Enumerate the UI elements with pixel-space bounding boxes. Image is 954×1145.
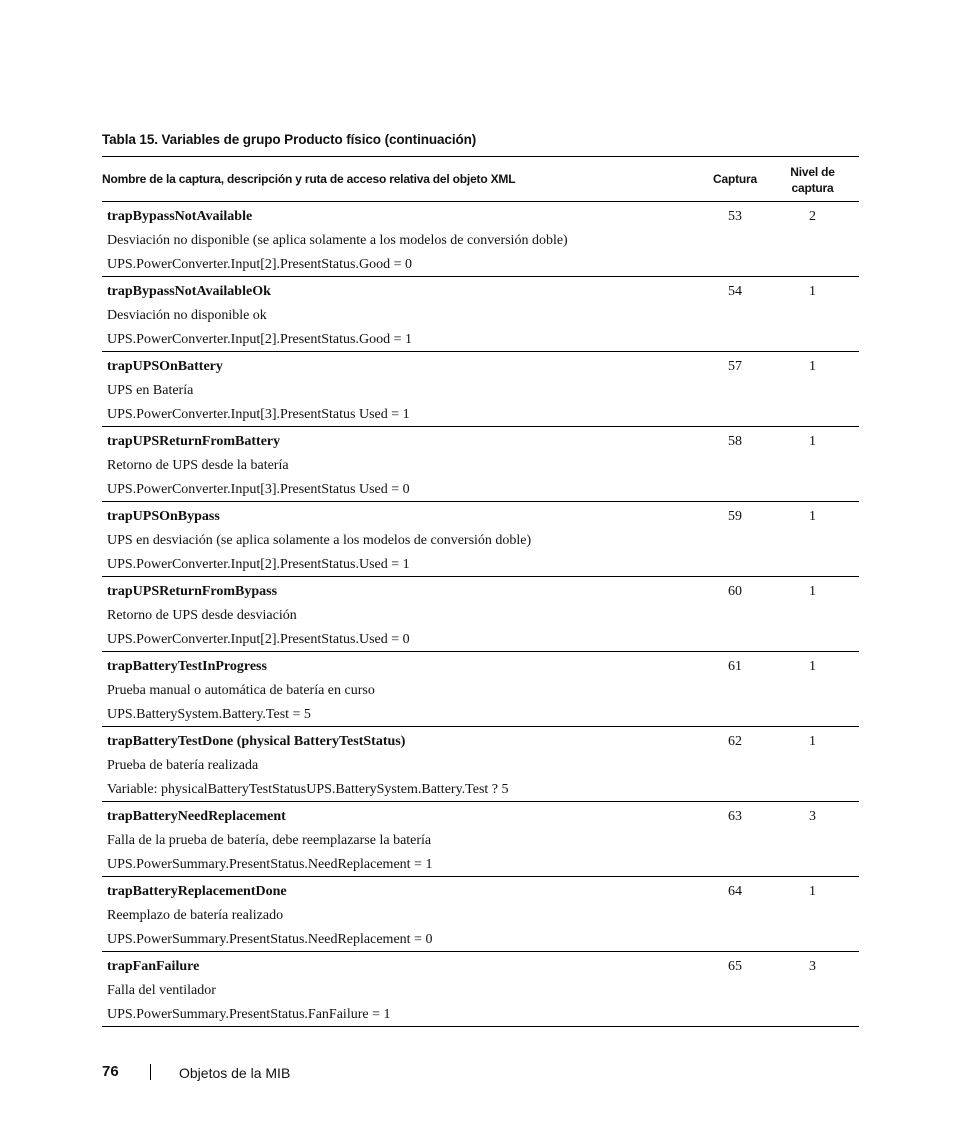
trap-name: trapBatteryTestInProgress — [107, 659, 267, 674]
nivel-value: 1 — [809, 659, 816, 674]
trap-description: UPS en Batería — [107, 383, 194, 398]
trap-name: trapUPSReturnFromBypass — [107, 584, 278, 599]
trap-cell — [107, 655, 375, 727]
header-nivel — [774, 164, 851, 196]
trap-object-path: UPS.PowerConverter.Input[3].PresentStatus Used = 0 — [107, 482, 410, 497]
trap-name: trapBypassNotAvailable — [107, 209, 253, 224]
trap-cell — [107, 580, 410, 652]
trap-cell — [107, 880, 432, 952]
trap-description: Desviación no disponible (se aplica solamente a los modelos de conversión doble) — [107, 233, 568, 248]
footer-separator — [150, 1064, 151, 1080]
captura-value: 57 — [728, 359, 742, 374]
table-row — [102, 427, 859, 502]
captura-value: 58 — [728, 434, 742, 449]
trap-object-path: UPS.PowerConverter.Input[2].PresentStatus.Used = 1 — [107, 557, 410, 572]
table-row — [102, 577, 859, 652]
table-row — [102, 952, 859, 1026]
nivel-value: 3 — [809, 959, 816, 974]
captura-value: 59 — [728, 509, 742, 524]
nivel-value: 1 — [809, 509, 816, 524]
trap-name: trapUPSReturnFromBattery — [107, 434, 281, 449]
trap-cell — [107, 355, 410, 427]
trap-cell — [107, 205, 568, 277]
trap-cell — [107, 955, 390, 1027]
nivel-value: 1 — [809, 359, 816, 374]
trap-description: Reemplazo de batería realizado — [107, 908, 284, 923]
trap-cell — [107, 430, 410, 502]
trap-object-path: UPS.PowerConverter.Input[3].PresentStatus Used = 1 — [107, 407, 410, 422]
table-row — [102, 202, 859, 277]
table-row — [102, 502, 859, 577]
trap-cell — [107, 805, 432, 877]
trap-object-path: Variable: physicalBatteryTestStatusUPS.BatterySystem.Battery.Test ? 5 — [107, 782, 509, 797]
captura-value: 53 — [728, 209, 742, 224]
trap-object-path: UPS.PowerConverter.Input[2].PresentStatus.Good = 0 — [107, 257, 412, 272]
trap-name: trapFanFailure — [107, 959, 200, 974]
trap-name: trapBatteryNeedReplacement — [107, 809, 286, 824]
nivel-value: 1 — [809, 284, 816, 299]
table-header — [102, 157, 859, 202]
captura-value: 61 — [728, 659, 742, 674]
trap-object-path: UPS.PowerSummary.PresentStatus.NeedReplacement = 1 — [107, 857, 433, 872]
captura-value: 65 — [728, 959, 742, 974]
trap-description: Prueba manual o automática de batería en curso — [107, 683, 375, 698]
table-row — [102, 652, 859, 727]
table-row — [102, 727, 859, 802]
trap-description: Retorno de UPS desde desviación — [107, 608, 297, 623]
nivel-value: 1 — [809, 734, 816, 749]
trap-name: trapUPSOnBypass — [107, 509, 220, 524]
nivel-value: 3 — [809, 809, 816, 824]
trap-object-path: UPS.PowerConverter.Input[2].PresentStatus.Used = 0 — [107, 632, 410, 647]
trap-table — [102, 156, 859, 1027]
header-nivel-line1: Nivel de — [790, 165, 835, 179]
table-row — [102, 802, 859, 877]
trap-description: Prueba de batería realizada — [107, 758, 259, 773]
captura-value: 64 — [728, 884, 742, 899]
nivel-value: 1 — [809, 584, 816, 599]
table-row — [102, 352, 859, 427]
table-row — [102, 277, 859, 352]
nivel-value: 2 — [809, 209, 816, 224]
trap-name: trapBypassNotAvailableOk — [107, 284, 271, 299]
trap-description: Falla de la prueba de batería, debe reemplazarse la batería — [107, 833, 432, 848]
trap-cell — [107, 730, 509, 802]
trap-name: trapBatteryReplacementDone — [107, 884, 287, 899]
trap-name: trapUPSOnBattery — [107, 359, 223, 374]
header-captura: Captura — [713, 172, 757, 186]
trap-description: Retorno de UPS desde la batería — [107, 458, 289, 473]
trap-name: trapBatteryTestDone (physical BatteryTestStatus) — [107, 734, 406, 749]
trap-object-path: UPS.PowerConverter.Input[2].PresentStatus.Good = 1 — [107, 332, 412, 347]
captura-value: 54 — [728, 284, 742, 299]
trap-object-path: UPS.PowerSummary.PresentStatus.FanFailure = 1 — [107, 1007, 391, 1022]
table-caption: Tabla 15. Variables de grupo Producto físico (continuación) — [102, 132, 477, 147]
nivel-value: 1 — [809, 884, 816, 899]
trap-object-path: UPS.PowerSummary.PresentStatus.NeedReplacement = 0 — [107, 932, 433, 947]
trap-description: Falla del ventilador — [107, 983, 216, 998]
table-body — [102, 202, 859, 1026]
captura-value: 60 — [728, 584, 742, 599]
header-name: Nombre de la captura, descripción y ruta de acceso relativa del objeto XML — [102, 172, 516, 186]
trap-cell — [107, 280, 412, 352]
page-number: 76 — [102, 1063, 119, 1080]
footer-section-title: Objetos de la MIB — [179, 1065, 291, 1081]
table-row — [102, 877, 859, 952]
trap-description: UPS en desviación (se aplica solamente a los modelos de conversión doble) — [107, 533, 532, 548]
nivel-value: 1 — [809, 434, 816, 449]
captura-value: 63 — [728, 809, 742, 824]
trap-cell — [107, 505, 531, 577]
trap-object-path: UPS.BatterySystem.Battery.Test = 5 — [107, 707, 311, 722]
header-nivel-line2: captura — [791, 181, 834, 195]
trap-description: Desviación no disponible ok — [107, 308, 267, 323]
captura-value: 62 — [728, 734, 742, 749]
